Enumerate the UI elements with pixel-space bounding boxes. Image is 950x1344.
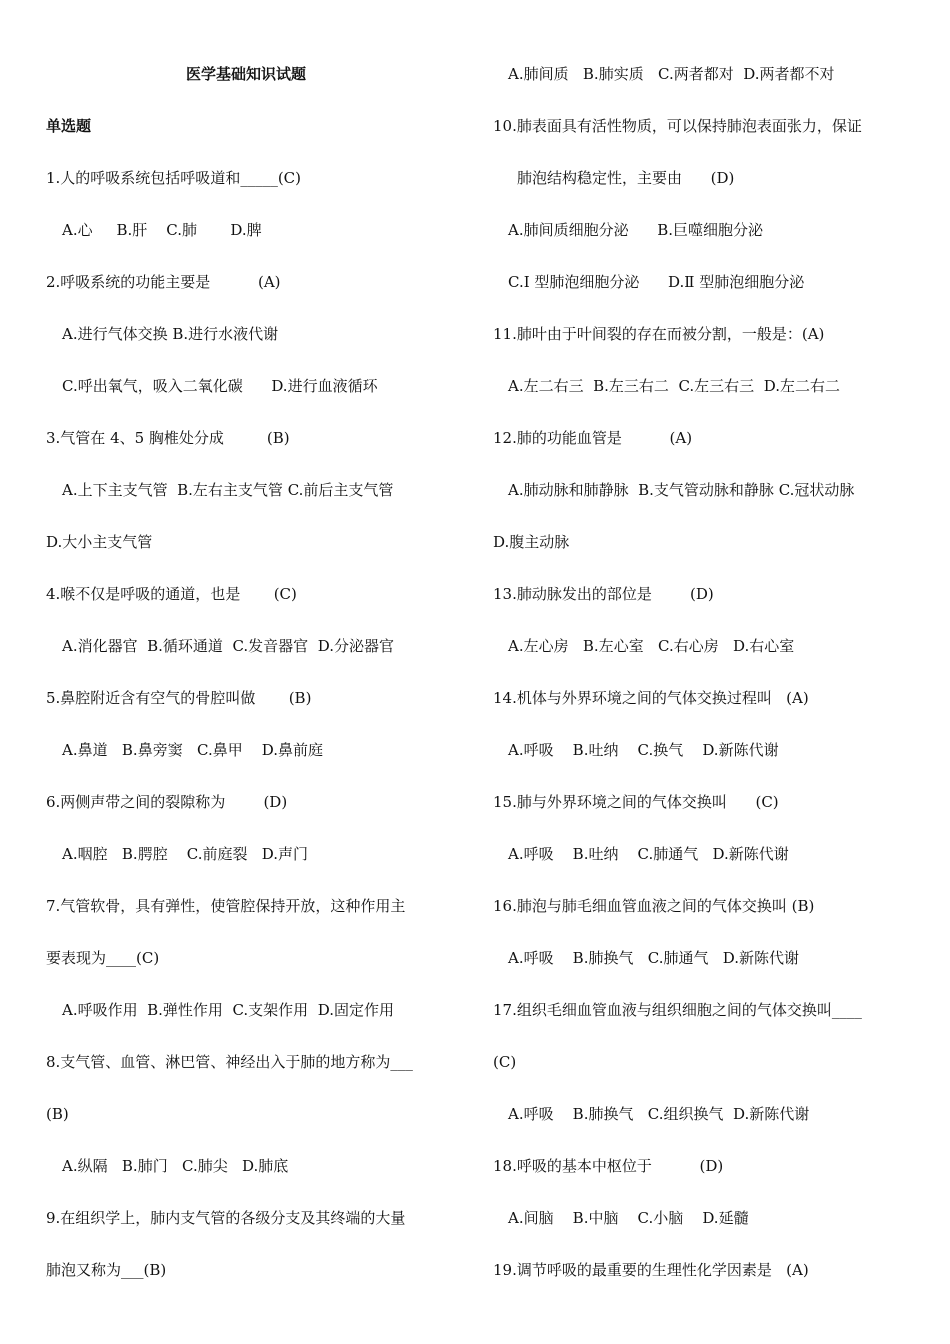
option-line: A.鼻道 B.鼻旁窦 C.鼻甲 D.鼻前庭 <box>62 741 324 759</box>
option-line: A.咽腔 B.腭腔 C.前庭裂 D.声门 <box>62 845 309 863</box>
option-line: A.呼吸 B.吐纳 C.换气 D.新陈代谢 <box>508 741 779 759</box>
option-line: A.左心房 B.左心室 C.右心房 D.右心室 <box>508 637 795 655</box>
question-line: 18.呼吸的基本中枢位于 (D) <box>493 1157 724 1175</box>
option-line: A.消化器官 B.循环通道 C.发音器官 D.分泌器官 <box>62 637 394 655</box>
option-line: A.纵隔 B.肺门 C.肺尖 D.肺底 <box>62 1157 289 1175</box>
option-line: A.间脑 B.中脑 C.小脑 D.延髓 <box>508 1209 749 1227</box>
question-line: 6.两侧声带之间的裂隙称为 (D) <box>46 793 288 811</box>
option-line: A.呼吸 B.吐纳 C.肺通气 D.新陈代谢 <box>508 845 789 863</box>
option-line: C.Ⅰ 型肺泡细胞分泌 D.Ⅱ 型肺泡细胞分泌 <box>508 273 805 291</box>
question-line: 3.气管在 4、5 胸椎处分成 (B) <box>46 429 290 447</box>
option-line: A.呼吸 B.肺换气 C.肺通气 D.新陈代谢 <box>508 949 800 967</box>
question-line: (B) <box>46 1105 69 1123</box>
question-line: 要表现为____(C) <box>46 949 160 967</box>
question-line: 5.鼻腔附近含有空气的骨腔叫做 (B) <box>46 689 312 707</box>
document-title: 医学基础知识试题 <box>186 65 307 83</box>
question-line: 12.肺的功能血管是 (A) <box>493 429 693 447</box>
question-line: 4.喉不仅是呼吸的通道，也是 (C) <box>46 585 297 603</box>
question-line: 10.肺表面具有活性物质，可以保持肺泡表面张力，保证 <box>493 117 862 135</box>
question-line: 17.组织毛细血管血液与组织细胞之间的气体交换叫____ <box>493 1001 862 1019</box>
question-line: 肺泡结构稳定性，主要由 (D) <box>517 169 735 187</box>
question-line: 11.肺叶由于叶间裂的存在而被分割，一般是：(A) <box>493 325 825 343</box>
section-heading: 单选题 <box>46 117 92 135</box>
option-line: A.肺间质 B.肺实质 C.两者都对 D.两者都不对 <box>508 65 835 83</box>
option-line: A.肺间质细胞分泌 B.巨噬细胞分泌 <box>508 221 764 239</box>
question-line: 15.肺与外界环境之间的气体交换叫 (C) <box>493 793 779 811</box>
option-line: A.上下主支气管 B.左右主支气管 C.前后主支气管 <box>62 481 394 499</box>
question-line: 8.支气管、血管、淋巴管、神经出入于肺的地方称为___ <box>46 1053 413 1071</box>
question-line: 2.呼吸系统的功能主要是 (A) <box>46 273 281 291</box>
question-line: 19.调节呼吸的最重要的生理性化学因素是 (A) <box>493 1261 809 1279</box>
option-line: A.左二右三 B.左三右二 C.左三右三 D.左二右二 <box>508 377 840 395</box>
question-line: 1.人的呼吸系统包括呼吸道和_____(C) <box>46 169 301 187</box>
option-line: A.呼吸作用 B.弹性作用 C.支架作用 D.固定作用 <box>62 1001 394 1019</box>
option-line: A.进行气体交换 B.进行水液代谢 <box>62 325 279 343</box>
question-line: 16.肺泡与肺毛细血管血液之间的气体交换叫 (B) <box>493 897 815 915</box>
option-line: A.心 B.肝 C.肺 D.脾 <box>62 221 262 239</box>
option-line: D.大小主支气管 <box>46 533 153 551</box>
question-line: 14.机体与外界环境之间的气体交换过程叫 (A) <box>493 689 809 707</box>
question-line: 7.气管软骨，具有弹性，使管腔保持开放，这种作用主 <box>46 897 406 915</box>
option-line: C.呼出氧气，吸入二氧化碳 D.进行血液循环 <box>62 377 378 395</box>
question-line: (C) <box>493 1053 517 1071</box>
option-line: A.呼吸 B.肺换气 C.组织换气 D.新陈代谢 <box>508 1105 810 1123</box>
option-line: A.肺动脉和肺静脉 B.支气管动脉和静脉 C.冠状动脉 <box>508 481 855 499</box>
question-line: 13.肺动脉发出的部位是 (D) <box>493 585 714 603</box>
question-line: 9.在组织学上，肺内支气管的各级分支及其终端的大量 <box>46 1209 406 1227</box>
question-line: 肺泡又称为___(B) <box>46 1261 167 1279</box>
option-line: D.腹主动脉 <box>493 533 570 551</box>
